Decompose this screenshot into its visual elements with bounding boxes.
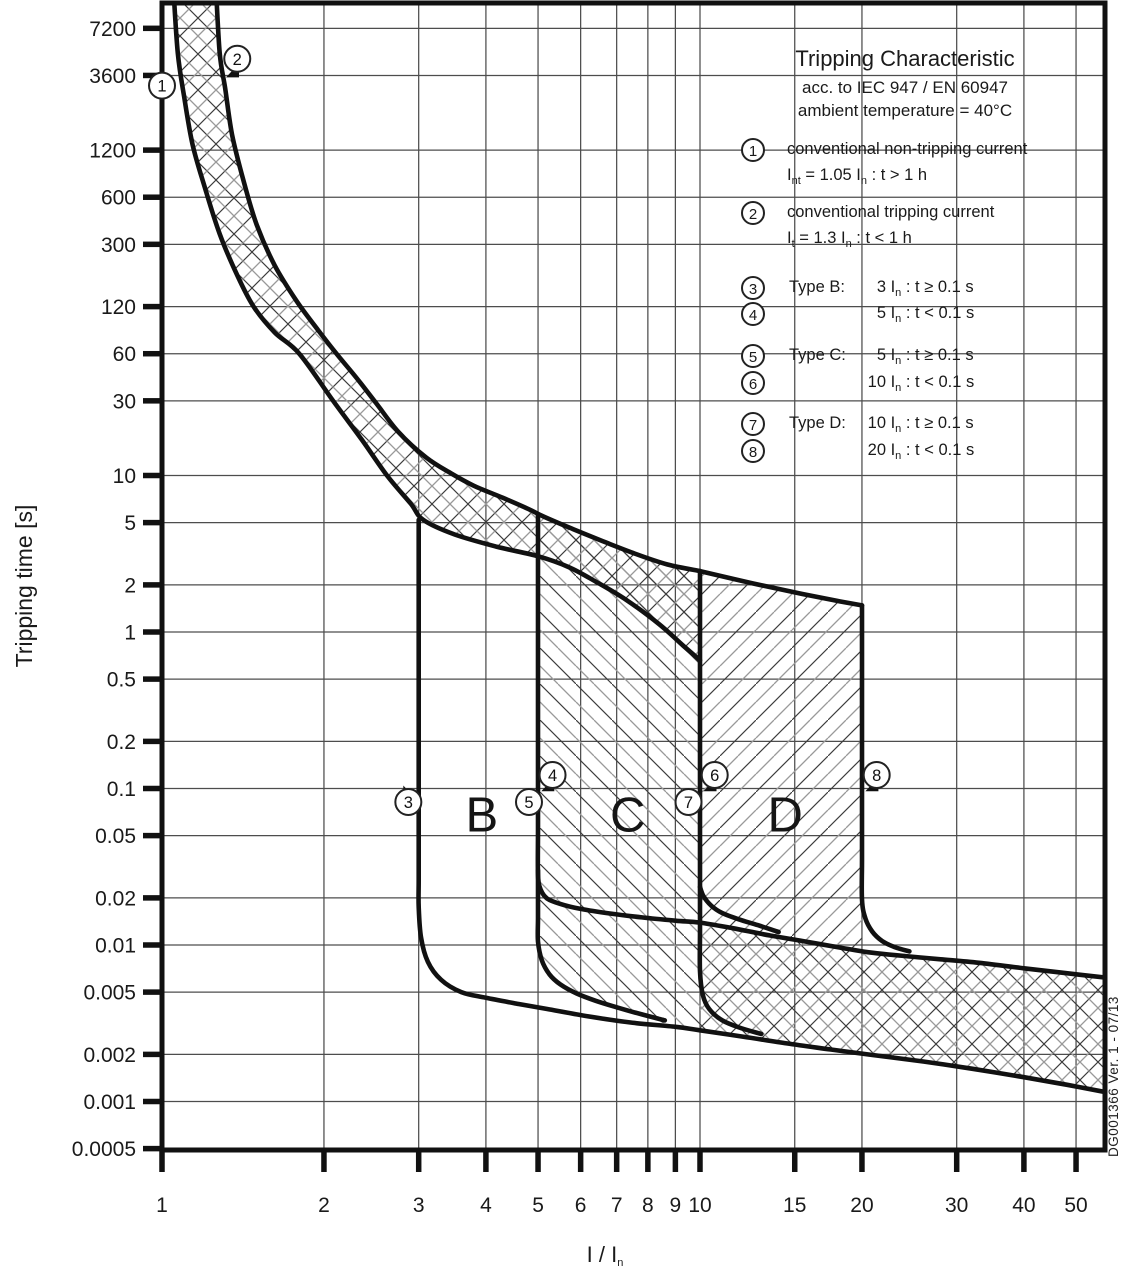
svg-text:7200: 7200 [89,17,136,41]
svg-text:2: 2 [318,1194,330,1217]
svg-text:8: 8 [872,766,882,785]
page-subtitle-standard: acc. to IEC 947 / EN 60947 [801,78,1008,97]
svg-text:4: 4 [480,1194,492,1217]
x-axis-label: I / $I_n$ [586,1242,624,1269]
page-subtitle-temperature: ambient temperature = 40°C [797,101,1013,120]
legend-formula-6: 10 $I_n$ : t < 0.1 s [867,373,975,394]
legend-marker-1: 1 [741,138,765,162]
legend-formula-3: 3 $I_n$ : t ≥ 0.1 s [876,278,974,299]
svg-text:9: 9 [669,1194,682,1217]
svg-text:1: 1 [156,1194,168,1217]
y-axis-label: Tripping time [s] [11,504,37,668]
svg-text:3: 3 [412,1194,425,1217]
page-title: Tripping Characteristic [795,46,1015,71]
legend-formula-8: 20 $I_n$ : t < 0.1 s [867,441,975,462]
svg-text:7: 7 [610,1194,623,1217]
svg-text:4: 4 [547,766,558,785]
svg-text:20: 20 [850,1194,874,1217]
svg-text:0.001: 0.001 [83,1091,136,1114]
legend-formula-4: 5 $I_n$ : t < 0.1 s [876,304,975,325]
curve-marker-5 [516,789,542,815]
svg-text:1200: 1200 [89,139,136,163]
svg-text:120: 120 [100,296,136,320]
svg-text:0.02: 0.02 [95,887,136,911]
svg-text:1: 1 [124,621,136,645]
legend-marker-8: 8 [741,439,765,463]
region-letter-C: C [610,788,646,843]
legend-title-1: conventional non-tripping current [787,140,1028,158]
region-letter-B: B [465,788,499,843]
svg-text:60: 60 [112,343,136,367]
svg-text:30: 30 [112,390,136,414]
svg-text:0.5: 0.5 [106,668,136,692]
svg-text:0.05: 0.05 [95,825,136,849]
svg-text:0.1: 0.1 [106,778,136,801]
curve-marker-1 [149,73,175,99]
svg-text:10: 10 [112,465,136,488]
svg-text:7: 7 [683,793,694,812]
svg-text:6: 6 [710,766,720,785]
curve-marker-6 [702,762,728,788]
svg-text:0.2: 0.2 [106,730,136,754]
svg-text:0.01: 0.01 [95,934,136,958]
svg-text:0.0005: 0.0005 [71,1138,136,1162]
svg-text:15: 15 [783,1194,807,1217]
legend-marker-3: 3 [741,276,765,300]
legend-type-label-5: Type C: [789,346,846,364]
svg-text:40: 40 [1012,1194,1036,1217]
svg-text:3: 3 [403,793,413,812]
curve-marker-2 [224,46,250,72]
hatched-regions [173,0,1105,1092]
svg-text:5: 5 [532,1194,544,1217]
svg-text:8: 8 [642,1194,654,1217]
svg-text:50: 50 [1064,1194,1088,1217]
legend-type-label-3: Type B: [789,278,845,296]
region-letter-D: D [767,788,803,843]
region-type-d-band [700,571,862,952]
region-thermal-tolerance-band [173,0,700,660]
svg-text:0.005: 0.005 [83,981,136,1005]
legend-formula-7: 10 $I_n$ : t ≥ 0.1 s [867,414,974,435]
legend-marker-4: 4 [741,302,765,326]
svg-text:10: 10 [688,1194,712,1217]
legend-title-2: conventional tripping current [787,203,995,221]
svg-text:5: 5 [124,512,136,536]
svg-text:300: 300 [100,233,136,257]
svg-text:0.002: 0.002 [83,1043,136,1067]
legend-marker-7: 7 [741,412,765,436]
svg-text:6: 6 [574,1194,587,1217]
svg-text:1: 1 [157,77,167,96]
svg-text:5: 5 [524,793,534,812]
legend-type-label-7: Type D: [789,414,846,432]
curve-marker-3 [395,789,421,815]
legend-formula-5: 5 $I_n$ : t ≥ 0.1 s [876,346,974,367]
legend-marker-2: 2 [741,201,765,225]
legend-formula-2: $I_t = 1.3$ $I_n$ : t < 1 h [787,229,912,250]
document-number-note: DG001366 Ver. 1 - 07/13 [1106,996,1121,1157]
curve-marker-8 [864,762,890,788]
svg-text:30: 30 [945,1194,969,1217]
legend-formula-1: $I_{nt} = 1.05$ $I_n$ : t > 1 h [787,166,928,187]
curve-marker-7 [676,789,702,815]
curve-marker-4 [540,762,566,788]
legend-marker-5: 5 [741,344,765,368]
svg-text:3600: 3600 [89,64,136,88]
legend-marker-6: 6 [741,371,765,395]
svg-text:2: 2 [124,574,136,598]
svg-text:600: 600 [100,186,136,210]
svg-text:2: 2 [232,50,242,69]
